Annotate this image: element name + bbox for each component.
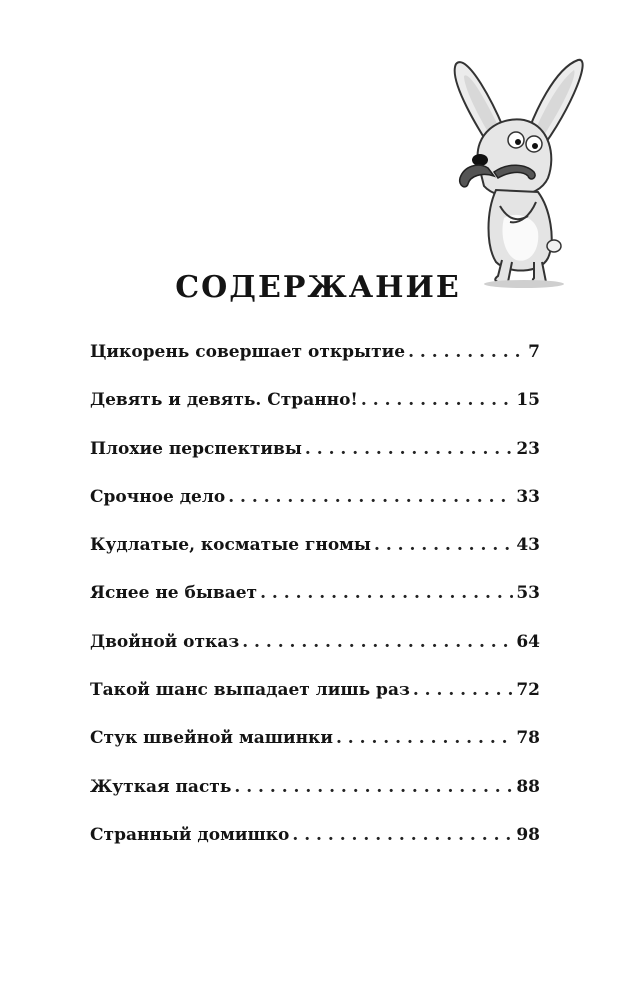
toc-entry[interactable] [90,581,540,629]
dot-leader [374,533,513,557]
toc-entry-title: Жуткая пасть [90,776,232,797]
toc-entry-page: 15 [516,390,540,411]
toc-entry-title: Странный домишко [90,824,290,845]
toc-entry[interactable] [90,485,540,533]
toc-entry[interactable] [90,533,540,581]
toc-entry-page: 33 [516,486,540,507]
toc-entry-page: 88 [516,776,540,797]
toc-entry-title: Такой шанс выпадает лишь раз [90,680,410,701]
dot-leader [408,340,525,364]
toc-entry-page: 23 [516,438,540,459]
toc-entry-title: Яснее не бывает [90,583,258,604]
toc-entry-title: Плохие перспективы [90,438,302,459]
toc-entry-page: 43 [516,535,540,556]
toc-entry-title: Стук швейной машинки [90,728,333,749]
toc-entry-title: Срочное дело [90,486,226,507]
page-title: СОДЕРЖАНИЕ [175,270,461,305]
toc-entry-page: 7 [528,342,540,362]
dot-leader [234,775,513,799]
dot-leader [361,388,513,412]
toc-entry[interactable] [90,678,540,726]
table-of-contents [90,340,540,871]
toc-entry-page: 78 [516,728,540,749]
toc-entry[interactable] [90,775,540,823]
toc-entry-title: Кудлатые, косматые гномы [90,535,371,556]
dot-leader [260,581,513,605]
toc-entry[interactable] [90,388,540,436]
toc-entry[interactable] [90,630,540,678]
dot-leader [292,823,513,847]
toc-entry-title: Двойной отказ [90,631,240,652]
toc-entry[interactable] [90,437,540,485]
dot-leader [242,630,513,654]
toc-entry-title: Девять и девять. Странно! [90,390,358,411]
toc-entry[interactable] [90,726,540,774]
toc-entry-page: 72 [516,680,540,701]
toc-entry-page: 53 [516,583,540,604]
dot-leader [413,678,514,702]
toc-entry[interactable] [90,823,540,871]
toc-entry-page: 64 [516,631,540,652]
dot-leader [228,485,513,509]
dot-leader [305,437,513,461]
toc-entry[interactable] [90,340,540,388]
toc-entry-page: 98 [516,824,540,845]
mustached-rabbit-icon [438,50,610,290]
toc-entry-title: Цикорень совершает открытие [90,342,406,362]
dot-leader [336,726,513,750]
